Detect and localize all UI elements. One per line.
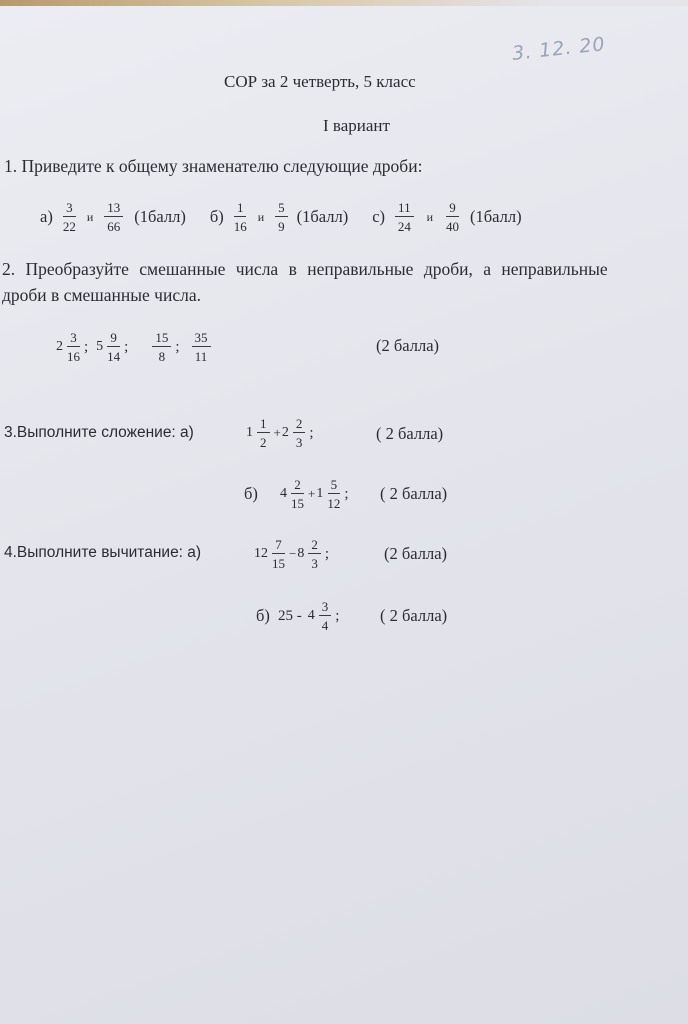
whole-part: 8	[297, 546, 305, 561]
task-1-fractions	[40, 197, 522, 237]
numerator: 3	[67, 331, 80, 347]
task-4-b-score: ( 2 балла)	[380, 606, 448, 625]
numerator: 1	[257, 417, 270, 433]
task-4-b-expression	[278, 594, 343, 638]
whole-part: 4	[280, 486, 287, 501]
separator: ;	[124, 338, 129, 355]
whole-part: 1	[316, 486, 324, 501]
denominator: 8	[158, 349, 166, 364]
task-1-b-label: б)	[209, 207, 224, 226]
numerator: 11	[395, 201, 414, 217]
separator: ;	[344, 485, 349, 502]
denominator: 40	[446, 219, 459, 234]
fraction	[308, 538, 321, 570]
denominator: 11	[194, 349, 208, 364]
fraction	[63, 201, 76, 233]
numerator: 3	[319, 600, 332, 616]
task-4-a-expression	[254, 532, 333, 576]
separator: ;	[335, 607, 340, 624]
fraction	[67, 331, 80, 363]
task-4-text: 4.Выполните вычитание: а)	[4, 544, 202, 561]
denominator: 15	[291, 496, 304, 511]
denominator: 12	[327, 496, 341, 511]
denominator: 16	[233, 219, 247, 234]
page-edge	[0, 0, 688, 6]
fraction	[275, 201, 288, 233]
denominator: 16	[67, 349, 80, 364]
separator: ;	[324, 545, 330, 562]
task-2-text-line2: дроби в смешанные числа.	[2, 285, 201, 305]
task-3-b-expression	[280, 472, 353, 516]
numerator: 9	[107, 331, 120, 347]
numerator: 3	[63, 201, 76, 217]
task-3-a-score: ( 2 балла)	[376, 424, 444, 443]
numerator: 2	[293, 417, 306, 433]
fraction	[234, 201, 247, 233]
fraction	[293, 417, 306, 449]
page-title: СОР за 2 четверть, 5 класс	[224, 72, 416, 91]
whole-part: 2	[281, 425, 289, 440]
variant-label: I вариант	[323, 116, 390, 135]
and-word: и	[86, 209, 94, 224]
fraction	[104, 201, 123, 233]
and-word: и	[257, 209, 265, 224]
plus-sign: +	[273, 425, 281, 440]
numerator: 13	[104, 201, 123, 217]
task-1-a-label: а)	[40, 207, 53, 226]
denominator: 3	[311, 556, 318, 571]
denominator: 4	[321, 618, 329, 633]
task-1-c-label: с)	[372, 207, 386, 226]
plus-sign: +	[308, 486, 316, 501]
fraction	[319, 600, 332, 632]
fraction	[291, 478, 304, 510]
task-2-fractions	[56, 326, 214, 368]
whole-part: 2	[56, 339, 63, 354]
task-2-text-line1: 2. Преобразуйте смешанные числа в неправильные дроби, а неправильные	[2, 259, 608, 279]
task-1-text: 1. Приведите к общему знаменателю следующие дроби:	[4, 156, 423, 176]
separator: ;	[84, 338, 89, 355]
task-3-b-label: б)	[244, 484, 258, 503]
task-3-b-score: ( 2 балла)	[380, 484, 448, 503]
whole-part: 5	[96, 339, 104, 354]
denominator: 22	[62, 219, 76, 234]
whole-part: 1	[246, 425, 253, 440]
fraction	[327, 478, 340, 510]
numerator: 35	[192, 331, 211, 347]
denominator: 9	[278, 219, 285, 234]
task-4-b-label: б)	[256, 606, 270, 625]
denominator: 15	[272, 556, 285, 571]
task-1-a-score: (1балл)	[134, 207, 186, 226]
separator: ;	[175, 338, 180, 355]
numerator: 1	[234, 201, 247, 217]
task-3-text: 3.Выполните сложение: а)	[4, 424, 194, 441]
task-3-a-expression	[246, 412, 318, 454]
numerator: 5	[328, 478, 341, 494]
numerator: 7	[272, 538, 285, 554]
whole-part: 12	[254, 546, 268, 561]
fraction	[257, 417, 270, 449]
denominator: 2	[260, 435, 267, 450]
fraction	[107, 331, 120, 363]
separator: ;	[309, 424, 314, 441]
fraction	[152, 331, 171, 363]
denominator: 24	[397, 219, 411, 234]
task-4-a-score: (2 балла)	[384, 544, 448, 563]
task-1-b-score: (1балл)	[296, 207, 349, 226]
numerator: 15	[152, 331, 171, 347]
fraction	[272, 538, 285, 570]
numerator: 2	[291, 478, 304, 494]
task-4-b-prefix: 25 -	[278, 607, 302, 624]
minus-sign: −	[289, 546, 297, 561]
fraction	[446, 201, 459, 233]
and-word: и	[426, 209, 433, 224]
fraction	[192, 331, 211, 363]
denominator: 3	[295, 435, 303, 450]
whole-part: 4	[307, 608, 315, 623]
handwritten-date: 3. 12. 20	[511, 33, 607, 65]
denominator: 14	[107, 349, 121, 364]
numerator: 2	[308, 538, 321, 554]
task-1-c-score: (1балл)	[470, 207, 522, 226]
numerator: 5	[275, 201, 288, 217]
fraction	[395, 201, 414, 233]
task-2-score: (2 балла)	[376, 336, 440, 355]
denominator: 66	[107, 219, 121, 234]
numerator: 9	[446, 201, 459, 217]
